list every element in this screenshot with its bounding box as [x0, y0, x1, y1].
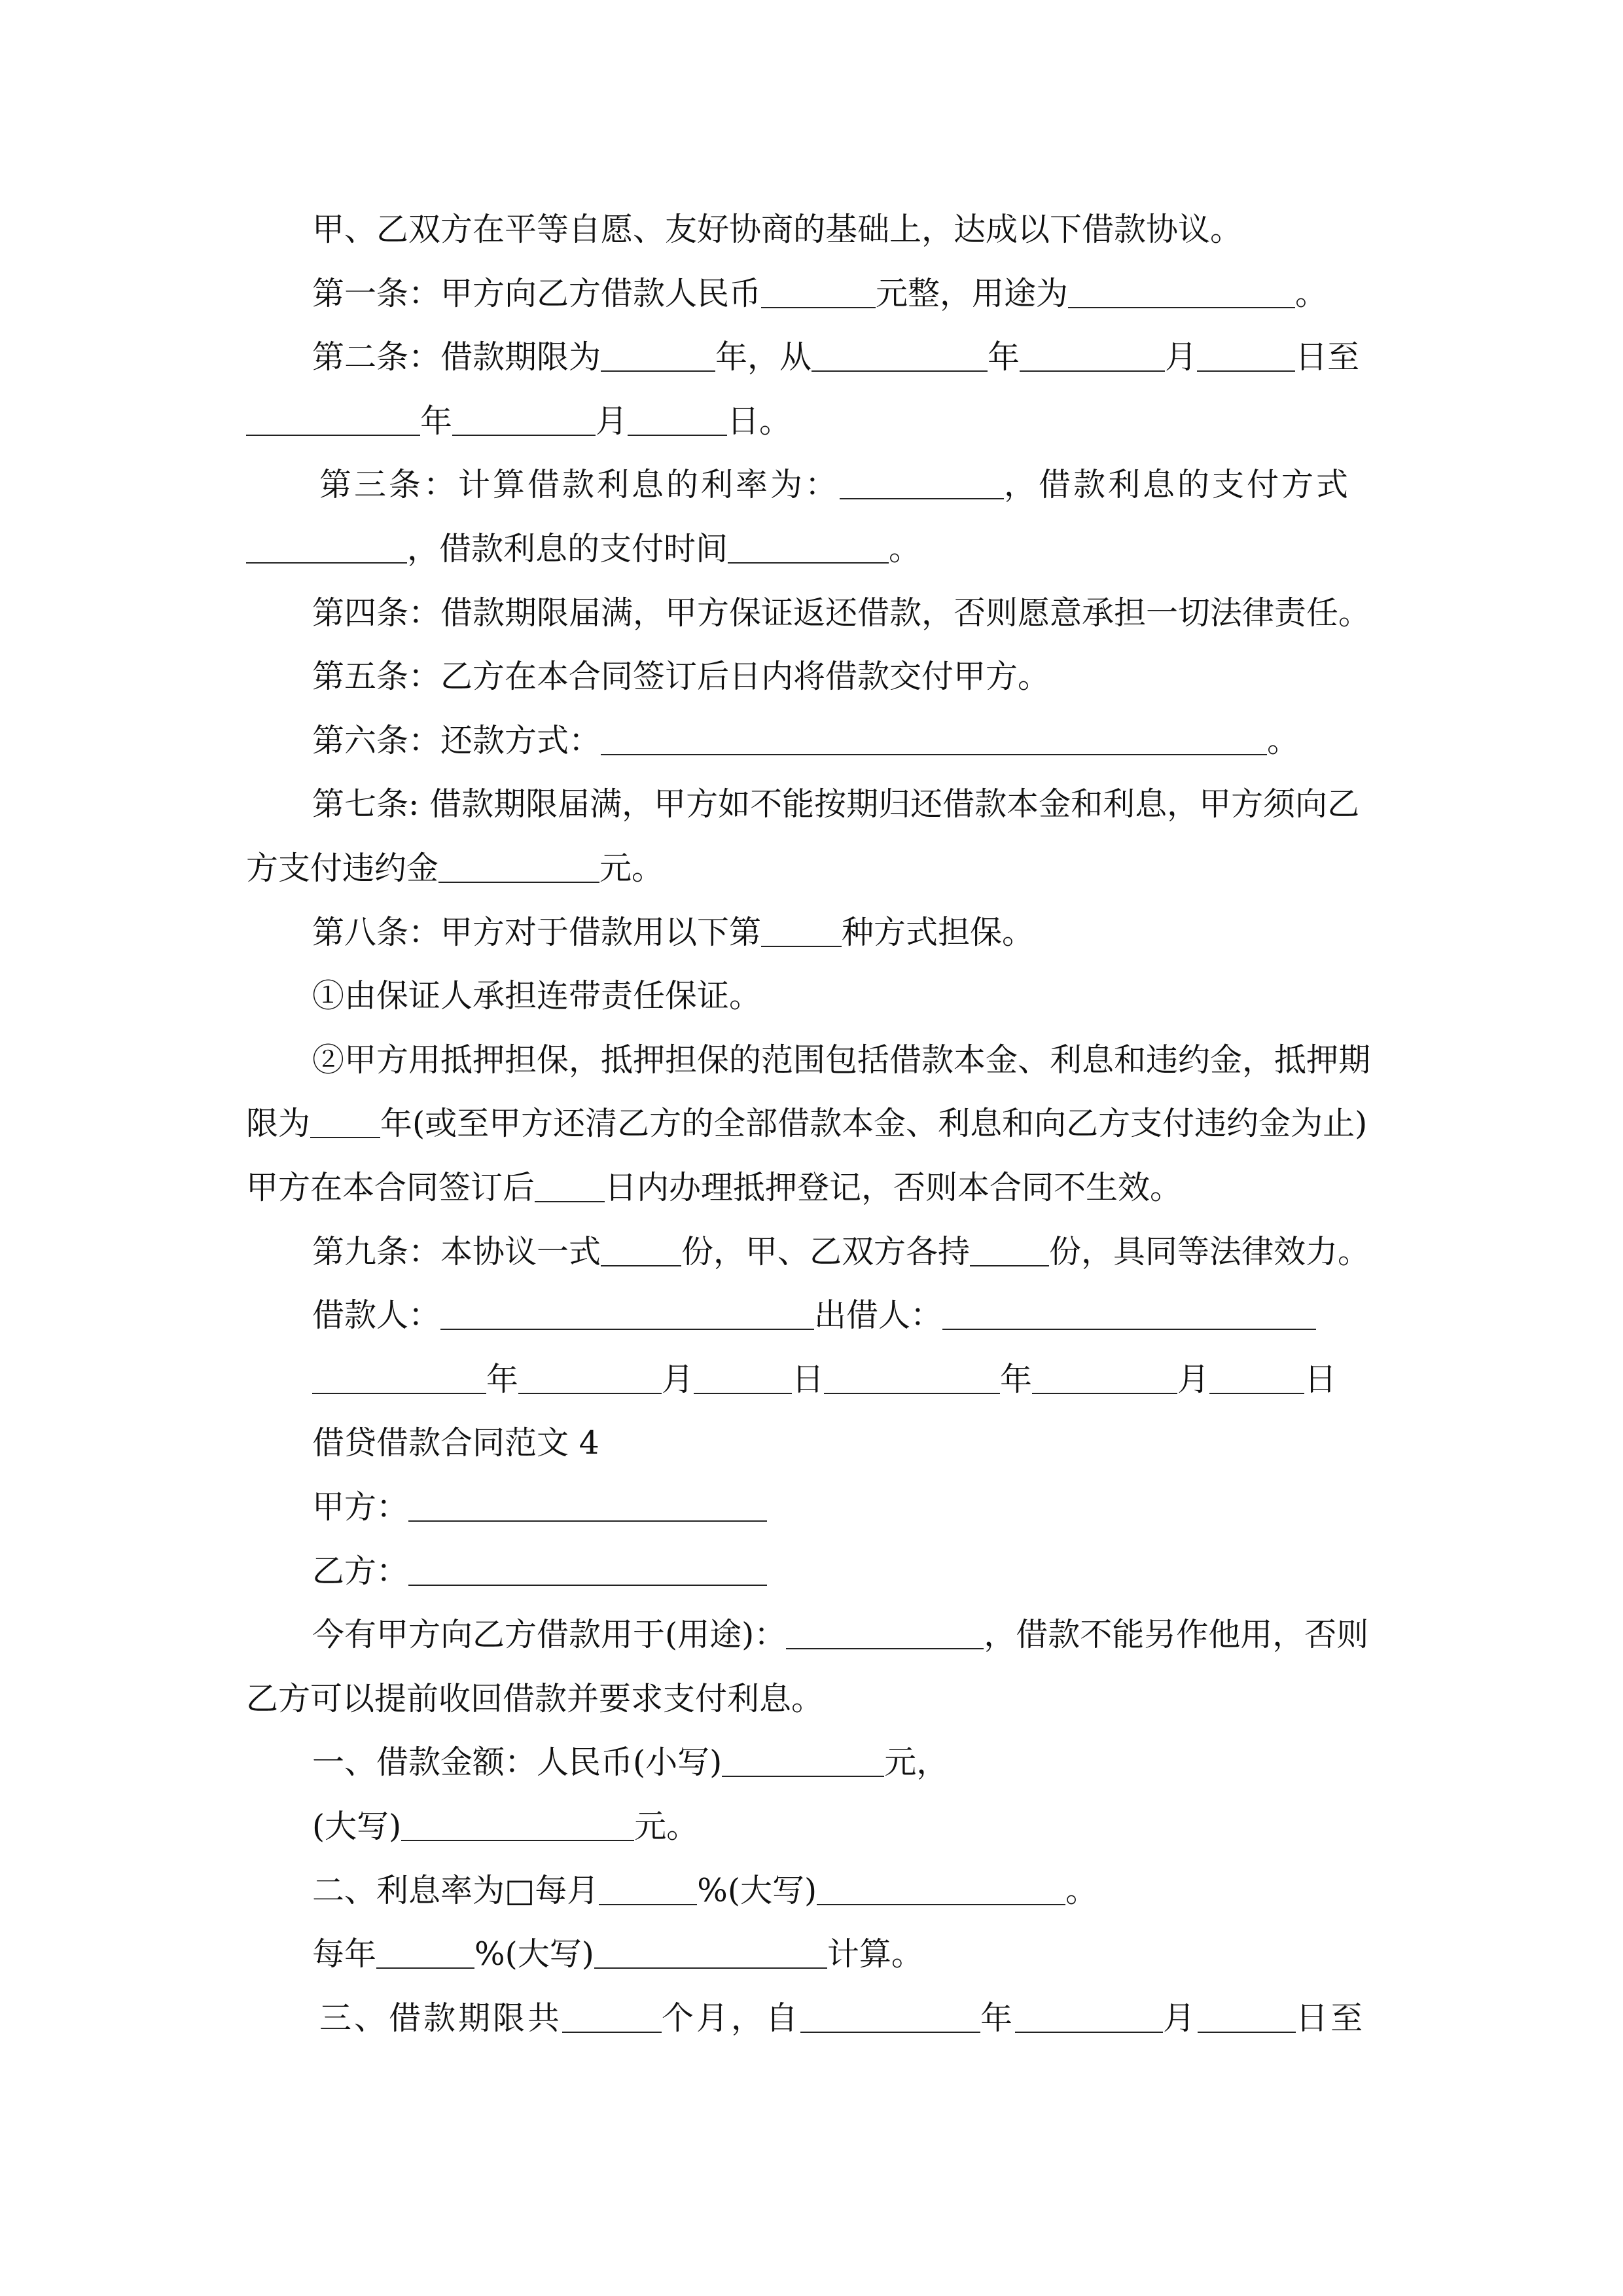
blank-year[interactable] — [312, 1364, 486, 1394]
blank-day[interactable] — [628, 406, 727, 436]
loan-amount-words — [312, 1795, 698, 1858]
article-3-cont — [246, 517, 921, 581]
blank-payment-time[interactable] — [728, 533, 889, 564]
blank-purpose[interactable] — [786, 1619, 984, 1649]
blank-year[interactable] — [246, 406, 420, 436]
article-4 — [312, 581, 1370, 645]
text: 日内办理抵押登记，否则本合同不生效。 — [605, 1169, 1183, 1206]
blank-yearly-rate-words[interactable] — [594, 1939, 827, 1969]
text: 一、借款金额：人民币(小写) — [312, 1744, 722, 1781]
text: 今有甲方向乙方借款用于(用途)： — [312, 1616, 787, 1653]
interest-rate-yearly — [312, 1922, 923, 1986]
text: 方支付违约金 — [246, 850, 439, 887]
text: 元整，用途为 — [876, 275, 1069, 312]
article-7 — [312, 772, 1359, 836]
blank-amount-words[interactable] — [401, 1811, 634, 1841]
text: ，借款利息的支付方式 — [1004, 466, 1351, 503]
text: 月 — [596, 403, 628, 440]
text: ，借款不能另作他用，否则 — [984, 1616, 1369, 1653]
blank-payment-method[interactable] — [246, 533, 407, 564]
blank-day[interactable] — [1197, 342, 1295, 372]
text: 借款人： — [312, 1297, 441, 1334]
text: 第九条：本协议一式 — [312, 1233, 601, 1270]
blank-monthly-rate-words[interactable] — [817, 1875, 1065, 1905]
blank-day[interactable] — [1198, 2003, 1296, 2033]
blank-party-b[interactable] — [408, 1556, 767, 1586]
text: 元。 — [634, 1808, 699, 1845]
text: 日至 — [1296, 2000, 1366, 2037]
text: 月 — [1165, 338, 1198, 376]
text: 种方式担保。 — [842, 914, 1035, 951]
text: 第五条：乙方在本合同签订后日内将借款交付甲方。 — [312, 658, 1050, 695]
article-8 — [312, 901, 1034, 964]
article-2 — [312, 325, 1359, 389]
text: 三、借款期限共 — [319, 2000, 563, 2037]
blank-year[interactable] — [824, 1364, 1000, 1394]
signature-dates — [312, 1348, 1336, 1411]
blank-penalty[interactable] — [438, 853, 599, 883]
article-3 — [319, 453, 1351, 516]
text: 月 — [1163, 2000, 1198, 2037]
purpose-clause — [312, 1603, 1368, 1666]
text: 二、利息率为□每月 — [312, 1872, 599, 1909]
text: ②甲方用抵押担保，抵押担保的范围包括借款本金、利息和违约金，抵押期 — [312, 1041, 1371, 1079]
text: ①由保证人承担连带责任保证。 — [312, 977, 762, 1014]
text: (大写) — [312, 1808, 402, 1845]
blank-amount[interactable] — [761, 278, 876, 308]
text: %(大写) — [697, 1872, 817, 1909]
preamble — [312, 198, 1242, 261]
blank-month[interactable] — [452, 406, 596, 436]
text: 元， — [884, 1744, 949, 1781]
text: 日至 — [1295, 338, 1360, 376]
blank-month[interactable] — [1032, 1364, 1177, 1394]
option-1 — [312, 964, 761, 1028]
text: 年 — [486, 1361, 519, 1398]
text: 。 — [889, 530, 921, 567]
text: 第三条：计算借款利息的利率为： — [319, 466, 840, 503]
blank-year[interactable] — [800, 2003, 980, 2033]
text: %(大写) — [474, 1935, 594, 1973]
text: 。 — [1267, 722, 1300, 759]
article-2-cont — [246, 389, 791, 453]
text: 份，甲、乙双方各持 — [681, 1233, 971, 1270]
text: 第四条：借款期限届满，甲方保证返还借款，否则愿意承担一切法律责任。 — [312, 594, 1371, 632]
blank-day[interactable] — [694, 1364, 792, 1394]
text: 第一条：甲方向乙方借款人民币 — [312, 275, 762, 312]
blank-repayment-method[interactable] — [601, 725, 1267, 755]
blank-mortgage-years[interactable] — [310, 1108, 380, 1138]
blank-copies[interactable] — [601, 1236, 681, 1266]
text: 日。 — [727, 403, 792, 440]
section-title — [312, 1411, 599, 1475]
text: 借贷借款合同范文 4 — [312, 1424, 599, 1462]
text: 乙方可以提前收回借款并要求支付利息。 — [246, 1680, 824, 1717]
text: 甲、乙双方在平等自愿、友好协商的基础上，达成以下借款协议。 — [312, 211, 1243, 248]
article-9 — [312, 1220, 1370, 1283]
text: 。 — [1295, 275, 1328, 312]
option-2 — [312, 1028, 1370, 1092]
signatures — [312, 1283, 1316, 1347]
text: 份，具同等法律效力。 — [1049, 1233, 1370, 1270]
blank-month[interactable] — [1015, 2003, 1163, 2033]
purpose-clause-cont — [246, 1667, 823, 1731]
text: 甲方在本合同签订后 — [246, 1169, 535, 1206]
text: 甲方： — [312, 1488, 409, 1526]
blank-purpose[interactable] — [1068, 278, 1295, 308]
text: 元。 — [599, 850, 664, 887]
loan-term — [319, 1986, 1365, 2050]
text: 第七条: 借款期限届满，甲方如不能按期归还借款本金和利息，甲方须向乙 — [312, 785, 1360, 823]
text: 月 — [1177, 1361, 1210, 1398]
blank-months[interactable] — [562, 2003, 662, 2033]
text: ，借款利息的支付时间 — [407, 530, 728, 567]
text: 日 — [1304, 1361, 1337, 1398]
blank-party-a[interactable] — [408, 1492, 767, 1522]
blank-copies-each[interactable] — [970, 1236, 1049, 1266]
loan-amount — [312, 1731, 948, 1794]
text: 年 — [988, 338, 1020, 376]
text: 年 — [1000, 1361, 1033, 1398]
text: 年(或至甲方还清乙方的全部借款本金、利息和向乙方支付违约金为止) — [380, 1105, 1368, 1142]
text: 限为 — [246, 1105, 311, 1142]
text: 第八条：甲方对于借款用以下第 — [312, 914, 762, 951]
blank-day[interactable] — [1209, 1364, 1304, 1394]
party-b — [312, 1539, 767, 1603]
blank-amount-figures[interactable] — [722, 1747, 884, 1777]
text: 第二条：借款期限为 — [312, 338, 601, 376]
blank-monthly-rate[interactable] — [599, 1875, 697, 1905]
text: 年 — [980, 2000, 1016, 2037]
text: 计算。 — [827, 1935, 923, 1973]
text: 年，从 — [715, 338, 812, 376]
option-2-cont — [246, 1092, 1367, 1155]
text: 。 — [1065, 1872, 1098, 1909]
text: 日 — [792, 1361, 825, 1398]
text: 第六条：还款方式： — [312, 722, 601, 759]
blank-borrower[interactable] — [440, 1300, 814, 1330]
article-6 — [312, 709, 1299, 772]
text: 个月，自 — [662, 2000, 801, 2037]
interest-rate-monthly — [312, 1859, 1097, 1922]
article-5 — [312, 645, 1050, 708]
blank-year[interactable] — [812, 342, 988, 372]
article-1 — [312, 262, 1327, 325]
article-7-cont — [246, 836, 664, 900]
blank-guarantee-type[interactable] — [761, 917, 842, 947]
text: 乙方： — [312, 1552, 409, 1590]
blank-month[interactable] — [518, 1364, 662, 1394]
option-2-cont2 — [246, 1156, 1182, 1219]
blank-days[interactable] — [535, 1172, 605, 1202]
blank-lender[interactable] — [942, 1300, 1316, 1330]
text: 月 — [662, 1361, 694, 1398]
blank-rate[interactable] — [840, 469, 1004, 499]
text: 年 — [420, 403, 453, 440]
party-a — [312, 1475, 767, 1539]
text: 每年 — [312, 1935, 377, 1973]
blank-month[interactable] — [1020, 342, 1165, 372]
blank-yearly-rate[interactable] — [376, 1939, 474, 1969]
blank-term-years[interactable] — [601, 342, 715, 372]
text: 出借人： — [814, 1297, 943, 1334]
